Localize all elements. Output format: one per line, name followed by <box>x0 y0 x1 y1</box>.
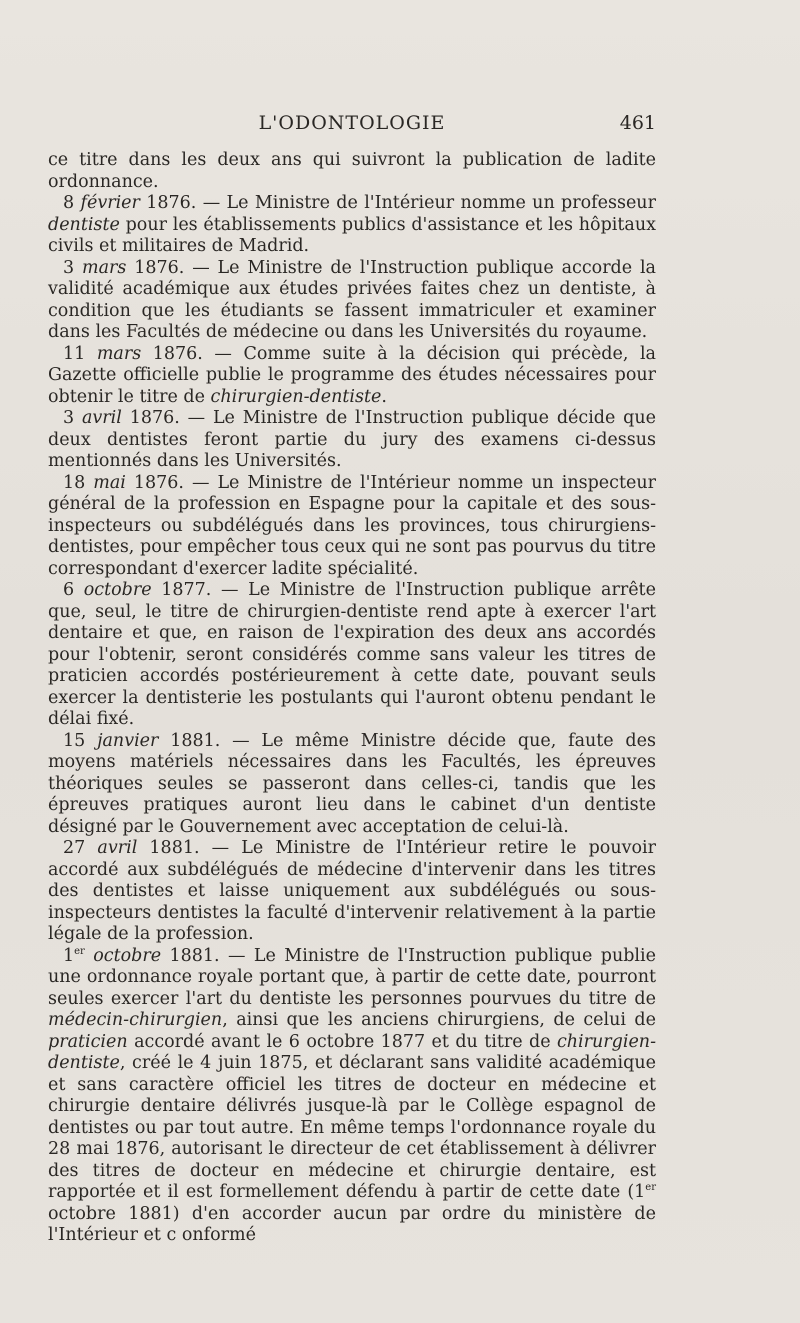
date: 3 avril 1876. <box>63 408 180 428</box>
paragraph: 3 mars 1876. — Le Ministre de l'Instruction publique accorde la validité académique aux études privées faites chez un dentiste, à condition que les étudiants se fassent immatriculer et examiner dans les Facultés de médecine ou dans les Universités du royaume. <box>48 257 656 342</box>
date: 18 mai 1876. <box>63 472 184 493</box>
paragraph: 1er octobre 1881. — Le Ministre de l'Instruction publique publie une ordonnance royale portant que, à partir de cette date, pourront seules exercer l'art du dentiste les personnes pourvues du titre de médecin-chirurgien, ainsi que les anciens chirurgiens, de celui de praticien accordé avant le 6 octobre 1877 et du titre de chirurgien-dentiste, créé le 4 juin 1875, et déclarant sans validité académique et sans caractère officiel les titres de docteur en médecine et chirurgie dentaire délivrés jusque-là par le Collège espagnol de dentistes ou par tout autre. En même temps l'ordonnance royale du 28 mai 1876, autorisant le directeur de cet établissement à délivrer des titres de docteur en médecine et chirurgie dentaire, est rapportée et il est formellement défendu à partir de cette date (1er octobre 1881) d'en accorder aucun par ordre du ministère de l'Intérieur et c onformé <box>48 945 656 1245</box>
body-text <box>48 150 656 1247</box>
date: 11 mars 1876. <box>63 343 203 364</box>
date: 3 mars 1876. <box>63 257 185 278</box>
page-number: 461 <box>619 112 656 134</box>
paragraph: 18 mai 1876. — Le Ministre de l'Intérieur nomme un inspecteur général de la profession en Espagne pour la capitale et des sous-inspecteurs ou subdélégués dans les provinces, tous chirurgiens-dentistes, pour empêcher tous ceux qui ne sont pas pourvus du titre correspondant d'exercer ladite spécialité. <box>48 472 656 579</box>
running-title: L'ODONTOLOGIE <box>258 112 446 134</box>
date: 27 avril 1881. <box>63 838 200 858</box>
date: 15 janvier 1881. <box>63 730 221 751</box>
date: 6 octobre 1877. <box>63 580 212 600</box>
page-header <box>48 112 656 142</box>
date: 1er octobre 1881. <box>63 945 220 966</box>
paragraph: ce titre dans les deux ans qui suivront la publication de ladite ordonnance. <box>48 150 656 192</box>
paragraph: 3 avril 1876. — Le Ministre de l'Instruction publique décide que deux dentistes feront partie du jury des examens ci-dessus mentionnés dans les Universités. <box>48 408 656 471</box>
paragraph: 6 octobre 1877. — Le Ministre de l'Instruction publique arrête que, seul, le titre de chirurgien-dentiste rend apte à exercer l'art dentaire et que, en raison de l'expiration des deux ans accordés pour l'obtenir, seront considérés comme sans valeur les titres de praticien accordés postérieurement à cette date, pouvant seuls exercer la dentisterie les postulants qui l'auront obtenu pendant le délai fixé. <box>48 580 656 729</box>
paragraph: 27 avril 1881. — Le Ministre de l'Intérieur retire le pouvoir accordé aux subdélégués de médecine d'intervenir dans les titres des dentistes et laisse uniquement aux subdélégués ou sous-inspecteurs dentistes la faculté d'intervenir relativement à la partie légale de la profession. <box>48 838 656 944</box>
paragraph: 8 février 1876. — Le Ministre de l'Intérieur nomme un professeur dentiste pour les établissements publics d'assistance et les hôpitaux civils et militaires de Madrid. <box>48 193 656 256</box>
paragraph: 11 mars 1876. — Comme suite à la décision qui précède, la Gazette officielle publie le programme des études nécessaires pour obtenir le titre de chirurgien-dentiste. <box>48 343 656 407</box>
date: 8 février 1876. <box>63 193 197 213</box>
paragraph: 15 janvier 1881. — Le même Ministre décide que, faute des moyens matériels nécessaires dans les Facultés, les épreuves théoriques seules se passeront dans celles-ci, tandis que les épreuves pratiques auront lieu dans le cabinet d'un dentiste désigné par le Gouvernement avec acceptation de celui-là. <box>48 730 656 837</box>
